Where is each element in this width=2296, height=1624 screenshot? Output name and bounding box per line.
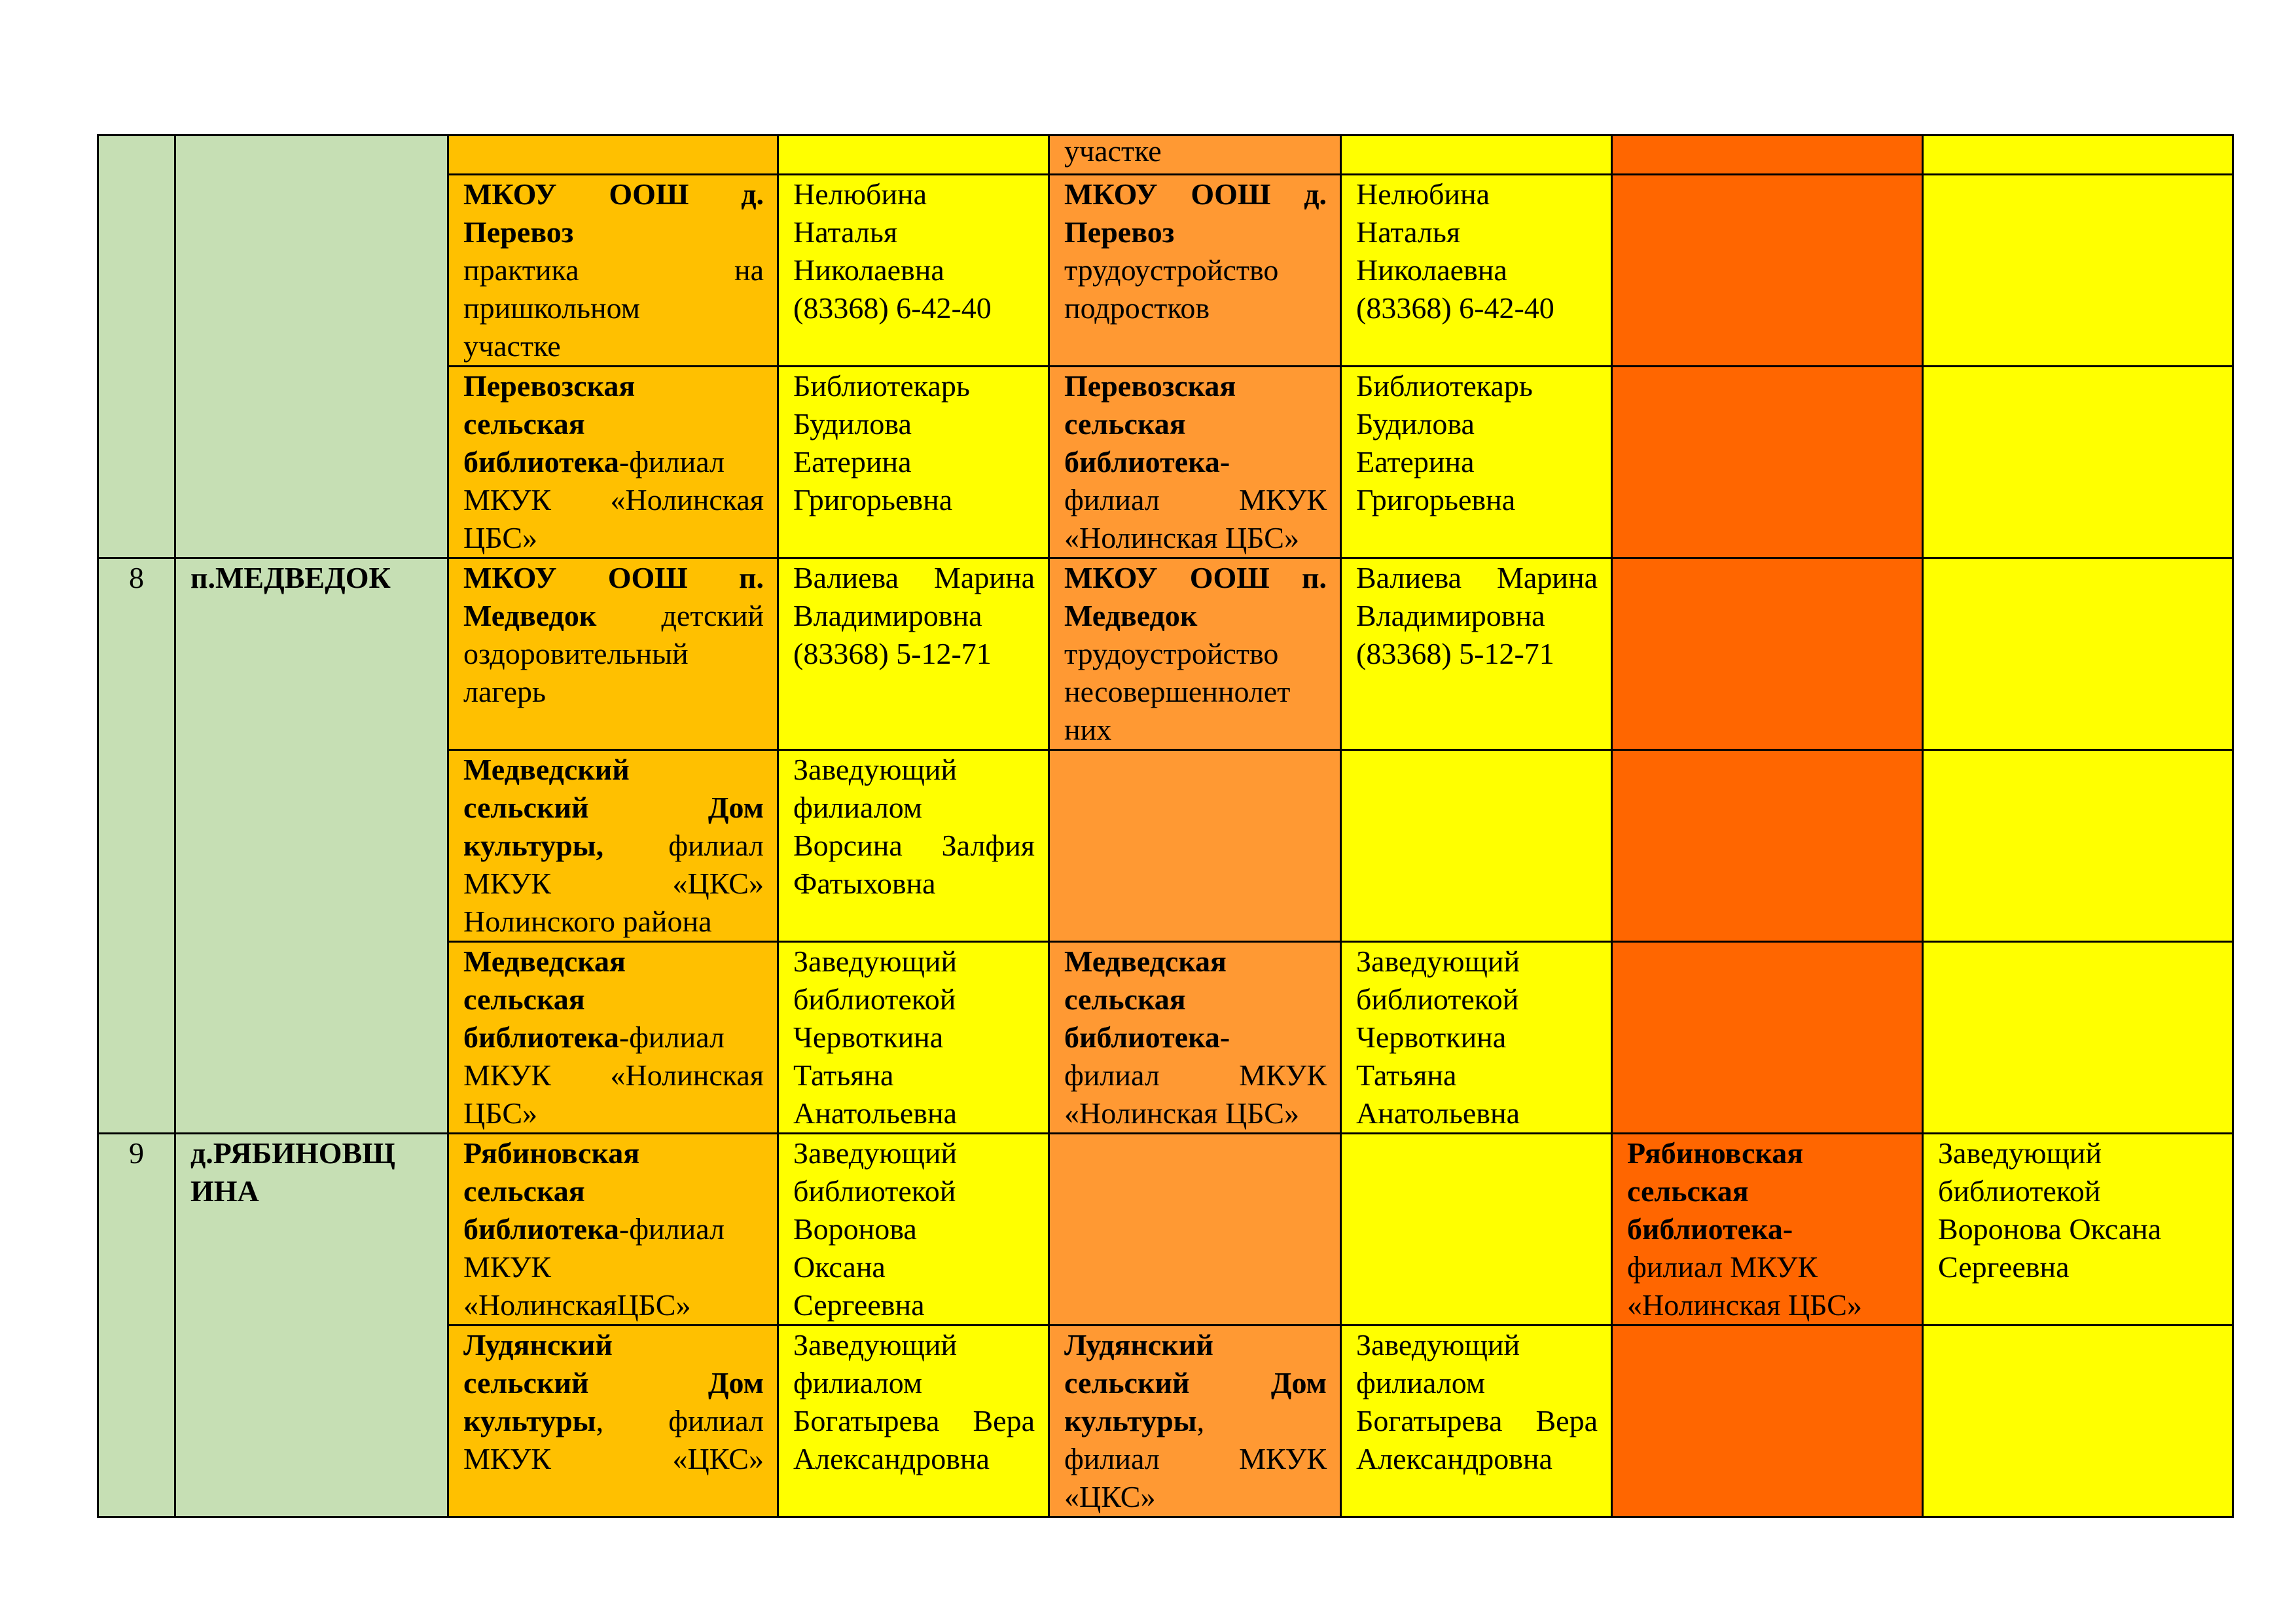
cell-line <box>1356 367 1598 405</box>
cell-text: , филиал <box>596 1404 764 1437</box>
cell-line <box>1356 597 1598 635</box>
cell-line <box>463 1172 764 1210</box>
cell-line <box>1064 1440 1327 1478</box>
organization-cell <box>1049 367 1341 558</box>
bold-text: сельский Дом <box>1064 1366 1327 1399</box>
contact-cell <box>1341 175 1612 367</box>
cell-line <box>1938 1134 2219 1172</box>
organization-cell <box>1612 1134 1923 1326</box>
bold-text: МКОУ ООШ п. <box>1064 561 1327 594</box>
cell-line <box>793 213 1035 251</box>
cell-line <box>463 751 764 789</box>
cell-text: филиал МКУК <box>1064 1058 1327 1092</box>
cell-line <box>793 865 1035 903</box>
cell-text: «НолинскаяЦБС» <box>463 1288 691 1322</box>
cell-text: Будилова <box>1356 407 1475 441</box>
bold-text: сельская <box>1064 983 1186 1016</box>
cell-line <box>463 1248 764 1286</box>
cell-text: Заведующий <box>793 1136 958 1170</box>
cell-line <box>793 1019 1035 1056</box>
cell-text: (83368) 6-42-40 <box>1356 291 1554 325</box>
contact-cell <box>778 367 1049 558</box>
cell-line <box>793 405 1035 443</box>
organization-cell <box>1612 175 1923 367</box>
cell-line <box>463 1019 764 1056</box>
cell-text: Будилова <box>793 407 912 441</box>
cell-text: -филиал <box>619 1020 725 1054</box>
cell-line <box>463 1364 764 1402</box>
cell-line <box>793 1364 1035 1402</box>
organization-cell <box>1049 558 1341 750</box>
bold-text: Перевоз <box>1064 215 1175 249</box>
cell-text: «Нолинская ЦБС» <box>1064 521 1299 554</box>
cell-line <box>793 1172 1035 1210</box>
settlement-cell: д.РЯБИНОВЩ ИНА <box>175 1134 448 1517</box>
cell-line <box>463 367 764 405</box>
organization-cell <box>448 1326 778 1517</box>
settlement-cell: п.МЕДВЕДОК <box>175 558 448 1134</box>
cell-line <box>1064 597 1327 635</box>
cell-line <box>1627 1286 1909 1324</box>
cell-text: участке <box>1064 135 1162 168</box>
cell-text: Нелюбина <box>1356 177 1490 211</box>
cell-text: МКУК «ЦКС» <box>463 1442 764 1475</box>
cell-text: Библиотекарь <box>1356 369 1533 403</box>
cell-text: -филиал <box>619 1212 725 1246</box>
cell-line <box>1064 1402 1327 1440</box>
cell-text: (83368) 6-42-40 <box>793 291 992 325</box>
cell-text: филиал <box>603 829 764 862</box>
cell-text: филиал МКУК <box>1064 483 1327 516</box>
bold-text: МКОУ ООШ п. <box>463 561 764 594</box>
cell-text: МКУК «Нолинская <box>463 1058 764 1092</box>
cell-line <box>1627 1210 1909 1248</box>
cell-line <box>1064 1094 1327 1132</box>
cell-text: Александровна <box>1356 1442 1552 1475</box>
bold-text: библиотека <box>463 1212 619 1246</box>
cell-line <box>1356 981 1598 1019</box>
cell-text: Нелюбина <box>793 177 927 211</box>
cell-text: Татьяна <box>793 1058 894 1092</box>
cell-line <box>1356 213 1598 251</box>
organization-cell <box>1612 1326 1923 1517</box>
bold-text: Медведская <box>1064 945 1227 978</box>
cell-line <box>463 559 764 597</box>
contact-cell <box>1923 1134 2233 1326</box>
cell-line <box>793 943 1035 981</box>
cell-line <box>1356 943 1598 981</box>
organization-cell <box>448 750 778 942</box>
cell-text: участке <box>463 329 561 363</box>
contact-cell <box>1923 1326 2233 1517</box>
cell-line <box>793 1056 1035 1094</box>
cell-text: пришкольном <box>463 291 640 325</box>
cell-text: Валиева Марина <box>1356 561 1598 594</box>
schedule-table <box>97 134 2234 1518</box>
cell-line <box>793 1248 1035 1286</box>
cell-line <box>1356 481 1598 519</box>
cell-line <box>463 673 764 711</box>
cell-line <box>1356 175 1598 213</box>
cell-line <box>463 1210 764 1248</box>
contact-cell <box>1341 942 1612 1134</box>
cell-line <box>1064 289 1327 327</box>
cell-text: -филиал <box>619 445 725 478</box>
cell-line <box>1064 175 1327 213</box>
cell-text: Воронова <box>793 1212 917 1246</box>
bold-text: сельский Дом <box>463 1366 764 1399</box>
cell-line <box>1356 1402 1598 1440</box>
contact-cell <box>1923 175 2233 367</box>
contact-cell <box>1341 135 1612 175</box>
cell-text: Заведующий <box>793 945 958 978</box>
cell-line <box>463 1094 764 1132</box>
cell-line <box>793 1440 1035 1478</box>
cell-text: Воронова Оксана <box>1938 1212 2162 1246</box>
cell-text: Червоткина <box>793 1020 944 1054</box>
cell-line <box>463 635 764 673</box>
cell-text: филиалом <box>793 791 923 824</box>
cell-text: трудоустройство <box>1064 637 1279 670</box>
cell-line <box>1064 481 1327 519</box>
cell-text: Заведующий <box>793 1328 958 1362</box>
organization-cell <box>1049 1326 1341 1517</box>
organization-cell <box>1612 367 1923 558</box>
cell-line <box>793 1134 1035 1172</box>
cell-text: них <box>1064 713 1112 746</box>
cell-line <box>793 559 1035 597</box>
contact-cell <box>1341 1326 1612 1517</box>
contact-cell <box>778 942 1049 1134</box>
contact-cell <box>1923 367 2233 558</box>
cell-text: (83368) 5-12-71 <box>1356 637 1554 670</box>
cell-line <box>793 289 1035 327</box>
cell-line <box>463 327 764 365</box>
settlement-cell <box>175 135 448 558</box>
cell-line <box>1064 443 1327 481</box>
cell-line <box>793 1326 1035 1364</box>
cell-line <box>1064 981 1327 1019</box>
contact-cell <box>778 135 1049 175</box>
cell-line <box>463 1326 764 1364</box>
cell-text: Николаевна <box>793 253 944 287</box>
cell-text: Александровна <box>793 1442 990 1475</box>
bold-text: Рябиновская <box>1627 1136 1804 1170</box>
cell-text: «Нолинская ЦБС» <box>1627 1288 1862 1322</box>
bold-text: культуры <box>463 1404 596 1437</box>
cell-line <box>793 481 1035 519</box>
contact-cell <box>1923 558 2233 750</box>
organization-cell <box>1612 942 1923 1134</box>
contact-cell <box>1341 1134 1612 1326</box>
cell-line <box>463 1134 764 1172</box>
bold-text: библиотека- <box>1627 1212 1793 1246</box>
cell-line <box>463 251 764 289</box>
cell-line <box>1356 289 1598 327</box>
cell-line <box>1064 943 1327 981</box>
organization-cell <box>1612 750 1923 942</box>
cell-text: Сергеевна <box>1938 1250 2070 1284</box>
table-row <box>98 1134 2233 1326</box>
bold-text: библиотека <box>463 1020 619 1054</box>
cell-line <box>463 981 764 1019</box>
cell-text: МКУК «Нолинская <box>463 483 764 516</box>
cell-text: Владимировна <box>793 599 982 632</box>
cell-text: Еатерина <box>1356 445 1475 478</box>
cell-line <box>1064 519 1327 557</box>
organization-cell <box>1612 558 1923 750</box>
cell-line <box>1356 443 1598 481</box>
organization-cell <box>448 175 778 367</box>
cell-text: несовершеннолет <box>1064 675 1291 708</box>
cell-text: филиалом <box>1356 1366 1486 1399</box>
cell-line <box>793 251 1035 289</box>
organization-cell <box>1612 135 1923 175</box>
table-row <box>98 558 2233 750</box>
cell-line <box>463 405 764 443</box>
cell-text: Анатольевна <box>1356 1096 1520 1130</box>
bold-text: сельская <box>463 407 585 441</box>
bold-text: Медведский <box>463 753 630 786</box>
cell-line <box>1064 1326 1327 1364</box>
document-page <box>97 134 2234 1518</box>
contact-cell <box>778 750 1049 942</box>
cell-text: Заведующий <box>793 753 958 786</box>
cell-line <box>1064 635 1327 673</box>
cell-line <box>1064 1478 1327 1516</box>
cell-line <box>463 1056 764 1094</box>
cell-line <box>1064 136 1327 166</box>
cell-text: «Нолинская ЦБС» <box>1064 1096 1299 1130</box>
cell-line <box>793 827 1035 865</box>
cell-line <box>463 175 764 213</box>
cell-line <box>793 1094 1035 1132</box>
cell-text: Заведующий <box>1356 1328 1520 1362</box>
bold-text: сельская <box>1627 1174 1749 1208</box>
cell-line <box>463 443 764 481</box>
contact-cell <box>1923 135 2233 175</box>
cell-line <box>1064 559 1327 597</box>
organization-cell <box>448 1134 778 1326</box>
cell-line <box>793 175 1035 213</box>
cell-text: библиотекой <box>1938 1174 2101 1208</box>
cell-text: Нолинского района <box>463 905 712 938</box>
cell-line <box>463 827 764 865</box>
contact-cell <box>1923 942 2233 1134</box>
cell-text: Еатерина <box>793 445 912 478</box>
cell-text: оздоровительный <box>463 637 689 670</box>
cell-line <box>1938 1210 2219 1248</box>
table-row <box>98 135 2233 175</box>
cell-line <box>793 981 1035 1019</box>
bold-text: Лудянский <box>1064 1328 1213 1362</box>
cell-line <box>463 481 764 519</box>
cell-line <box>1064 405 1327 443</box>
cell-text: детский <box>596 599 764 632</box>
cell-line <box>463 597 764 635</box>
cell-line <box>1064 1364 1327 1402</box>
row-number-cell: 9 <box>98 1134 175 1517</box>
bold-text: Перевоз <box>463 215 574 249</box>
bold-text: библиотека- <box>1064 1020 1230 1054</box>
bold-text: библиотека- <box>1064 445 1230 478</box>
cell-line <box>1356 559 1598 597</box>
cell-line <box>463 289 764 327</box>
bold-text: библиотека <box>463 445 619 478</box>
cell-text: библиотекой <box>1356 983 1519 1016</box>
cell-text: библиотекой <box>793 1174 956 1208</box>
contact-cell <box>1923 750 2233 942</box>
organization-cell <box>448 135 778 175</box>
cell-line <box>793 635 1035 673</box>
organization-cell <box>448 942 778 1134</box>
cell-line <box>1064 251 1327 289</box>
cell-text: филиал МКУК <box>1064 1442 1327 1475</box>
cell-line <box>793 367 1035 405</box>
cell-text: Григорьевна <box>1356 483 1516 516</box>
cell-line <box>1064 213 1327 251</box>
cell-text: МКУК <box>463 1250 551 1284</box>
cell-line <box>1356 1326 1598 1364</box>
cell-line <box>463 1286 764 1324</box>
bold-text: МКОУ ООШ д. <box>1064 177 1327 211</box>
contact-cell <box>1341 367 1612 558</box>
cell-line <box>793 1402 1035 1440</box>
cell-text: лагерь <box>463 675 547 708</box>
cell-line <box>463 1402 764 1440</box>
cell-text: Григорьевна <box>793 483 953 516</box>
cell-line <box>1064 1056 1327 1094</box>
row-number-cell: 8 <box>98 558 175 1134</box>
cell-line <box>1356 1440 1598 1478</box>
cell-text: филиал МКУК <box>1627 1250 1818 1284</box>
cell-text: подростков <box>1064 291 1210 325</box>
organization-cell <box>1049 1134 1341 1326</box>
bold-text: Медведок <box>1064 599 1198 632</box>
cell-line <box>463 213 764 251</box>
contact-cell <box>778 1326 1049 1517</box>
bold-text: Медведок <box>463 599 597 632</box>
organization-cell <box>1049 135 1341 175</box>
bold-text: сельская <box>1064 407 1186 441</box>
cell-text: Ворсина Залфия <box>793 829 1035 862</box>
cell-text: филиалом <box>793 1366 923 1399</box>
cell-line <box>463 903 764 941</box>
cell-text: Богатырева Вера <box>1356 1404 1598 1437</box>
cell-line <box>1064 1019 1327 1056</box>
bold-text: Медведская <box>463 945 626 978</box>
cell-text: Заведующий <box>1356 945 1520 978</box>
bold-text: Перевозская <box>463 369 636 403</box>
cell-text: Николаевна <box>1356 253 1507 287</box>
cell-line <box>1627 1248 1909 1286</box>
cell-line <box>1356 1364 1598 1402</box>
cell-text: трудоустройство <box>1064 253 1279 287</box>
cell-line <box>793 1286 1035 1324</box>
cell-line <box>1356 251 1598 289</box>
cell-line <box>463 1440 764 1478</box>
cell-line <box>1356 1056 1598 1094</box>
cell-line <box>793 751 1035 789</box>
cell-line <box>793 1210 1035 1248</box>
bold-text: сельская <box>463 983 585 1016</box>
cell-text: ЦБС» <box>463 521 538 554</box>
bold-text: Лудянский <box>463 1328 613 1362</box>
cell-text: (83368) 5-12-71 <box>793 637 992 670</box>
row-number-cell <box>98 135 175 558</box>
cell-text: Червоткина <box>1356 1020 1507 1054</box>
cell-text: библиотекой <box>793 983 956 1016</box>
cell-text: Библиотекарь <box>793 369 970 403</box>
cell-line <box>463 943 764 981</box>
contact-cell <box>1341 750 1612 942</box>
cell-text: , <box>1196 1404 1205 1437</box>
cell-line <box>1627 1172 1909 1210</box>
bold-text: культуры <box>1064 1404 1197 1437</box>
cell-text: Оксана <box>793 1250 886 1284</box>
cell-text: Наталья <box>793 215 898 249</box>
cell-line <box>1356 1019 1598 1056</box>
cell-line <box>1356 405 1598 443</box>
cell-text: Наталья <box>1356 215 1461 249</box>
cell-text: Татьяна <box>1356 1058 1457 1092</box>
cell-line <box>1064 673 1327 711</box>
bold-text: МКОУ ООШ д. <box>463 177 764 211</box>
bold-text: Перевозская <box>1064 369 1236 403</box>
contact-cell <box>1341 558 1612 750</box>
cell-text: Богатырева Вера <box>793 1404 1035 1437</box>
cell-line <box>463 865 764 903</box>
bold-text: сельская <box>463 1174 585 1208</box>
organization-cell <box>1049 942 1341 1134</box>
cell-line <box>793 443 1035 481</box>
organization-cell <box>1049 175 1341 367</box>
organization-cell <box>448 558 778 750</box>
cell-text: «ЦКС» <box>1064 1480 1156 1513</box>
organization-cell <box>448 367 778 558</box>
bold-text: сельский Дом <box>463 791 764 824</box>
contact-cell <box>778 1134 1049 1326</box>
cell-line <box>1627 1134 1909 1172</box>
bold-text: культуры, <box>463 829 604 862</box>
cell-text: МКУК «ЦКС» <box>463 867 764 900</box>
cell-line <box>1064 367 1327 405</box>
cell-text: Сергеевна <box>793 1288 925 1322</box>
cell-text: Владимировна <box>1356 599 1545 632</box>
cell-line <box>1064 711 1327 749</box>
cell-line <box>1938 1172 2219 1210</box>
organization-cell <box>1049 750 1341 942</box>
cell-line <box>1938 1248 2219 1286</box>
cell-text: Заведующий <box>1938 1136 2102 1170</box>
cell-text: практика на <box>463 253 764 287</box>
cell-line <box>793 597 1035 635</box>
cell-text: Фатыховна <box>793 867 936 900</box>
cell-text: Валиева Марина <box>793 561 1035 594</box>
cell-line <box>463 519 764 557</box>
bold-text: Рябиновская <box>463 1136 640 1170</box>
cell-line <box>1356 1094 1598 1132</box>
cell-line <box>793 789 1035 827</box>
contact-cell <box>778 175 1049 367</box>
cell-line <box>463 789 764 827</box>
contact-cell <box>778 558 1049 750</box>
cell-text: Анатольевна <box>793 1096 958 1130</box>
cell-text: ЦБС» <box>463 1096 538 1130</box>
cell-line <box>1356 635 1598 673</box>
